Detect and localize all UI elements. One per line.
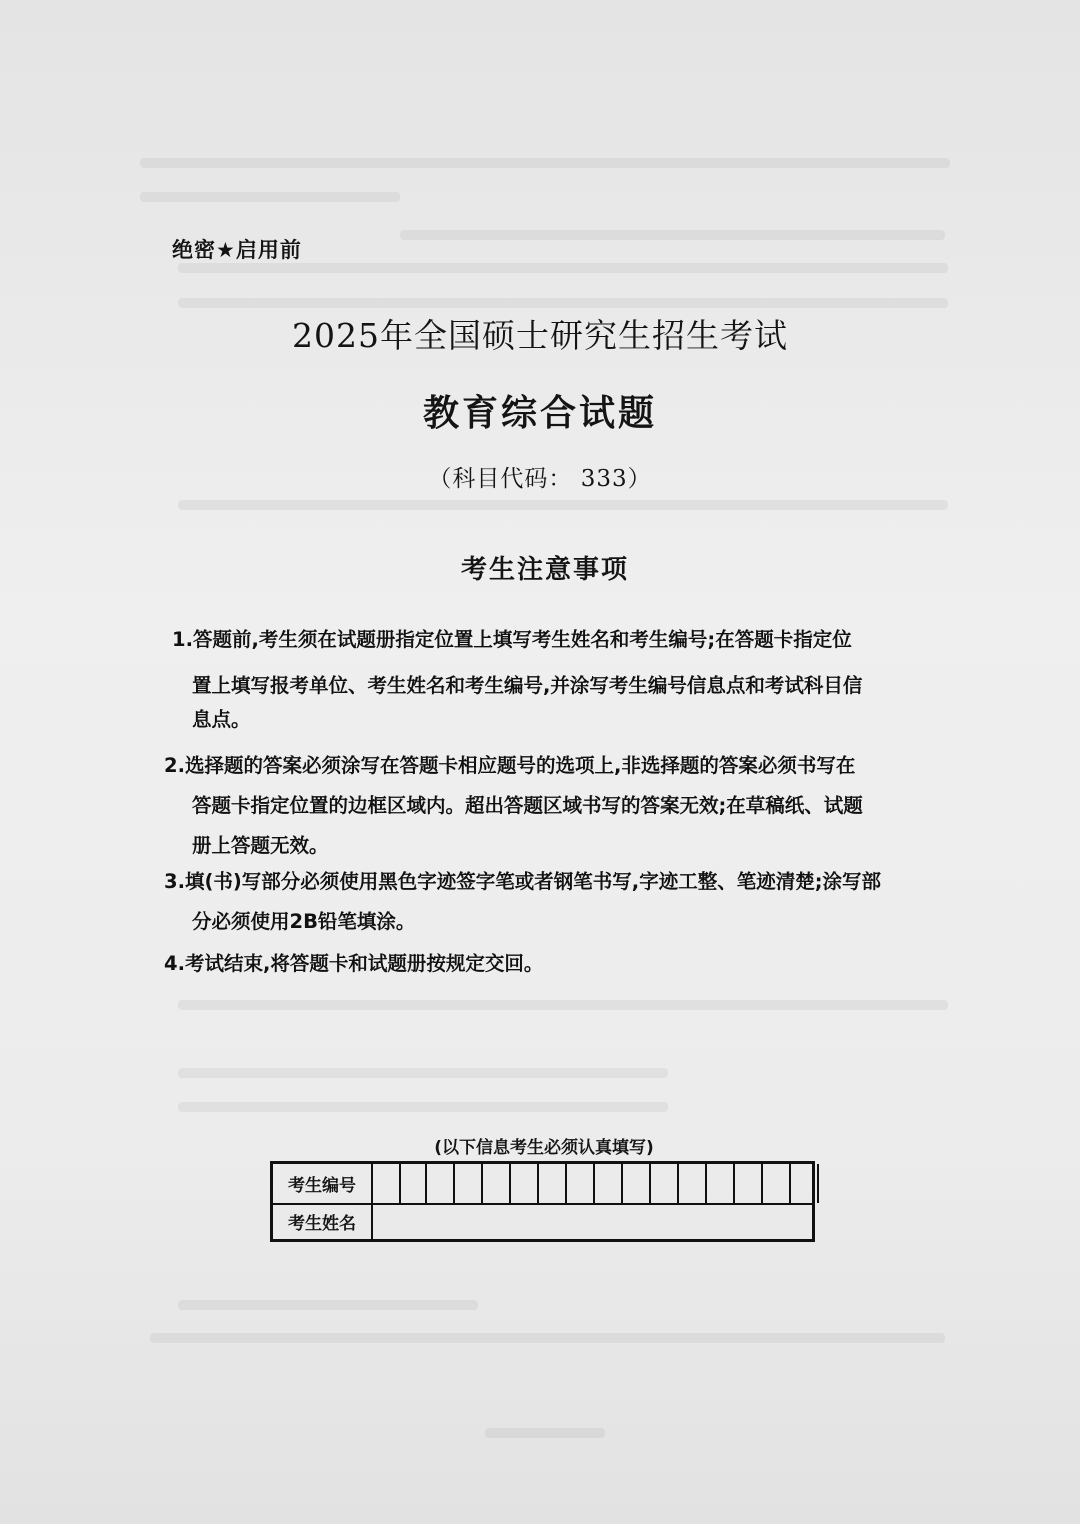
notice-title: 考生注意事项 [460, 555, 629, 585]
candidate-id-digit-box[interactable] [707, 1164, 735, 1203]
confidential-mark: 绝密★启用前 [172, 238, 302, 262]
candidate-id-digit-box[interactable] [735, 1164, 763, 1203]
rule-number: 1. [172, 628, 193, 651]
rule-text-line: 考试结束,将答题卡和试题册按规定交回。 [184, 952, 544, 975]
notice-rule-1 [172, 620, 932, 740]
rule-text-line: 册上答题无效。 [192, 834, 329, 857]
bleed-through-line [178, 1068, 668, 1078]
candidate-id-digit-box[interactable] [623, 1164, 651, 1203]
rule-text-line: 息点。 [192, 708, 251, 731]
candidate-id-digit-box[interactable] [539, 1164, 567, 1203]
bleed-through-line [178, 1300, 478, 1310]
rule-number: 3. [164, 870, 185, 893]
rule-text-line: 答题卡指定位置的边框区域内。超出答题区域书写的答案无效;在草稿纸、试题 [192, 794, 863, 817]
subject-code: （科目代码： 333） [428, 466, 652, 492]
exam-title: 2025年全国硕士研究生招生考试 [292, 316, 788, 355]
rule-number: 4. [164, 952, 185, 975]
candidate-name-field[interactable] [373, 1203, 812, 1240]
candidate-id-digit-box[interactable] [763, 1164, 791, 1203]
candidate-id-digit-box[interactable] [679, 1164, 707, 1203]
bleed-through-line [178, 500, 948, 510]
rule-text-line: 分必须使用2B铅笔填涂。 [192, 910, 416, 933]
rule-text-line: 填(书)写部分必须使用黑色字迹签字笔或者钢笔书写,字迹工整、笔迹清楚;涂写部 [184, 870, 882, 893]
info-caption: (以下信息考生必须认真填写) [434, 1138, 654, 1158]
candidate-id-digit-box[interactable] [399, 1164, 427, 1203]
candidate-id-digit-box[interactable] [567, 1164, 595, 1203]
notice-rule-4 [164, 944, 934, 984]
bleed-through-line [178, 263, 948, 273]
candidate-id-digit-box[interactable] [455, 1164, 483, 1203]
candidate-id-digit-box[interactable] [483, 1164, 511, 1203]
rule-number: 2. [164, 754, 185, 777]
bleed-through-line [140, 158, 950, 168]
candidate-id-digit-box[interactable] [427, 1164, 455, 1203]
bleed-through-line [150, 1333, 945, 1343]
candidate-id-digit-box[interactable] [791, 1164, 819, 1203]
notice-rule-2 [164, 746, 934, 866]
candidate-name-row [273, 1203, 812, 1240]
rule-text-line: 置上填写报考单位、考生姓名和考生编号,并涂写考生编号信息点和考试科目信 [192, 674, 863, 697]
rule-text-line: 选择题的答案必须涂写在答题卡相应题号的选项上,非选择题的答案必须书写在 [184, 754, 856, 777]
subject-title: 教育综合试题 [422, 392, 657, 434]
bleed-through-line [178, 298, 948, 308]
rule-text-line: 答题前,考生须在试题册指定位置上填写考生姓名和考生编号;在答题卡指定位 [192, 628, 852, 651]
bleed-through-line [140, 192, 400, 202]
candidate-id-row [273, 1164, 812, 1205]
candidate-id-digit-box[interactable] [511, 1164, 539, 1203]
candidate-id-label: 考生编号 [273, 1164, 373, 1203]
bleed-through-line [485, 1428, 605, 1438]
candidate-id-digit-box[interactable] [595, 1164, 623, 1203]
bleed-through-line [178, 1102, 668, 1112]
candidate-id-cells [399, 1164, 819, 1203]
bleed-through-line [178, 1000, 948, 1010]
notice-rule-3 [164, 862, 934, 942]
candidate-id-digit-box[interactable] [651, 1164, 679, 1203]
bleed-through-line [400, 230, 945, 240]
candidate-name-label: 考生姓名 [273, 1203, 373, 1240]
candidate-info-table [270, 1161, 815, 1242]
